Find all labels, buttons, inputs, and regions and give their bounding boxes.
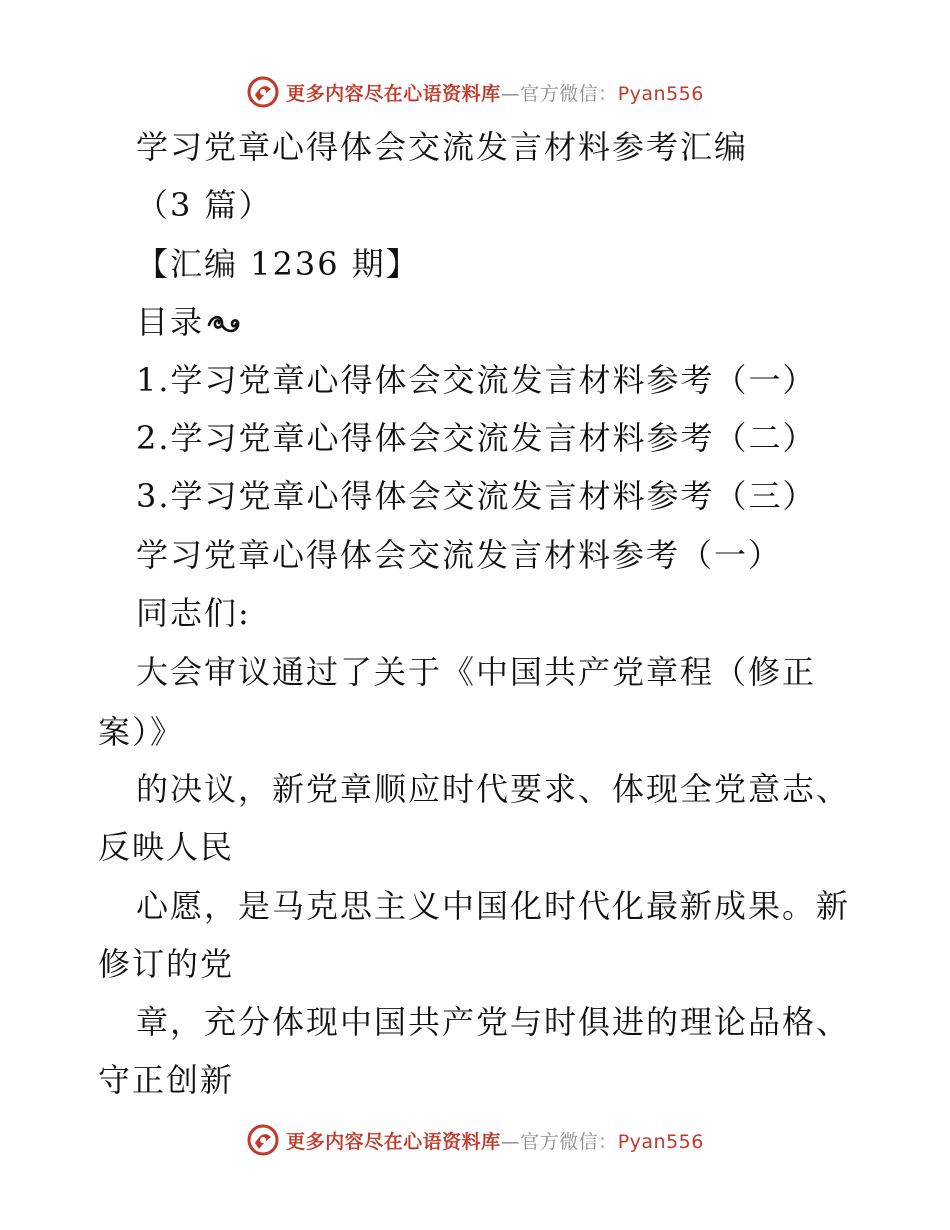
footer-banner-text <box>286 1127 704 1154</box>
body-line: 大会审议通过了关于《中国共产党章程（修正 <box>136 653 817 691</box>
footer-banner-wechat: 官方微信： <box>520 1130 618 1153</box>
toc-heading-row <box>136 302 242 342</box>
body-line: 心愿，是马克思主义中国化时代化最新成果。新 <box>136 887 851 925</box>
brand-logo-icon <box>246 1123 280 1157</box>
salutation: 同志们: <box>136 594 251 632</box>
toc-item[interactable]: 3.学习党章心得体会交流发言材料参考（三） <box>136 477 817 515</box>
doc-issue: 【汇编 1236 期】 <box>136 245 420 283</box>
body-line: 的决议，新党章顺应时代要求、体现全党意志、 <box>136 770 851 808</box>
doc-title-line2: （3 篇） <box>136 186 273 224</box>
header-banner <box>0 70 950 114</box>
header-banner-wechat: 官方微信： <box>520 82 618 105</box>
brand-logo-icon <box>246 75 280 109</box>
toc-item[interactable]: 1.学习党章心得体会交流发言材料参考（一） <box>136 361 817 399</box>
toc-heading: 目录 <box>136 303 205 341</box>
body-line: 案）》 <box>98 713 185 751</box>
footer-banner-dash: — <box>500 1130 521 1153</box>
swirl-ornament-icon <box>206 311 242 339</box>
body-line: 章，充分体现中国共产党与时俱进的理论品格、 <box>136 1003 851 1041</box>
doc-title-line1: 学习党章心得体会交流发言材料参考汇编 <box>136 128 749 166</box>
header-banner-main: 更多内容尽在心语资料库 <box>286 82 501 105</box>
header-banner-dash: — <box>500 82 521 105</box>
toc-item[interactable]: 2.学习党章心得体会交流发言材料参考（二） <box>136 419 817 457</box>
section-title: 学习党章心得体会交流发言材料参考（一） <box>136 536 783 574</box>
footer-banner-main: 更多内容尽在心语资料库 <box>286 1130 501 1153</box>
header-banner-text <box>286 79 704 106</box>
footer-banner-id: Pyan556 <box>617 1130 704 1153</box>
body-line: 守正创新 <box>98 1061 235 1099</box>
footer-banner <box>0 1118 950 1162</box>
header-banner-id: Pyan556 <box>617 82 704 105</box>
body-line: 修订的党 <box>98 945 235 983</box>
body-line: 反映人民 <box>98 828 235 866</box>
